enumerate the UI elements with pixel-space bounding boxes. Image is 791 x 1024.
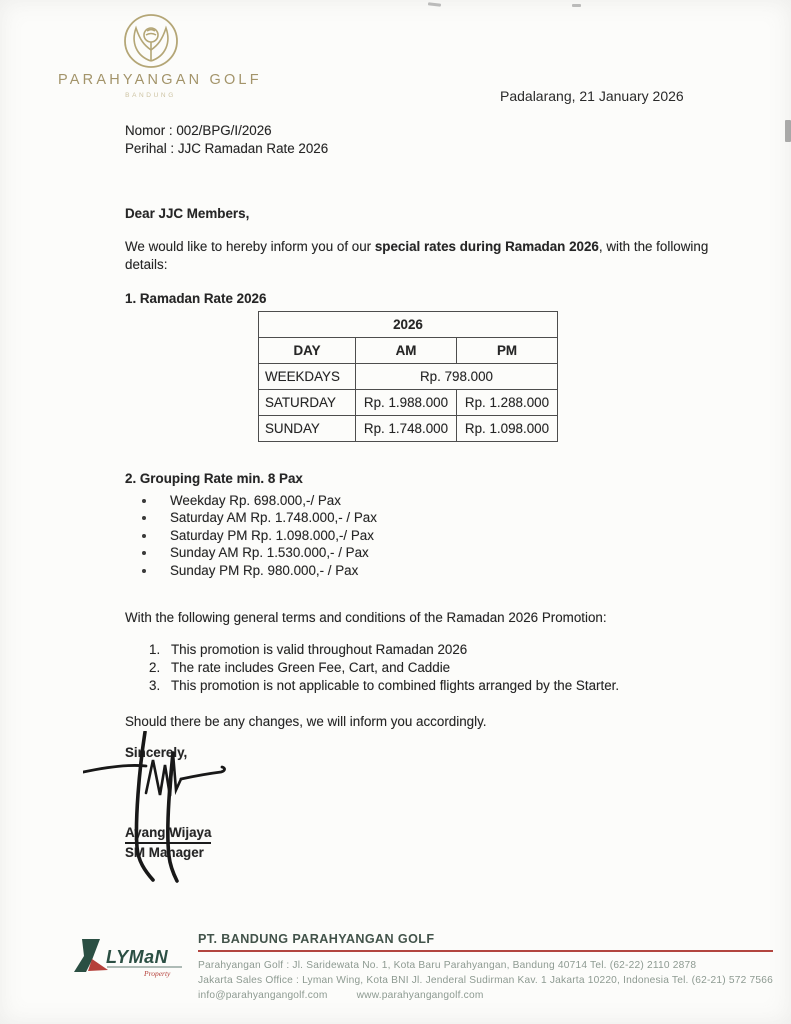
saturday-day-cell: SATURDAY <box>259 390 356 416</box>
list-item-text: Sunday PM Rp. 980.000,- / Pax <box>170 562 359 578</box>
list-item <box>125 659 710 677</box>
letter-date: Padalarang, 21 January 2026 <box>500 88 684 104</box>
footer-company-name: PT. BANDUNG PARAHYANGAN GOLF <box>198 932 435 946</box>
col-am: AM <box>356 338 457 364</box>
list-item-text: Sunday AM Rp. 1.530.000,- / Pax <box>170 545 369 561</box>
term-text: The rate includes Green Fee, Cart, and Caddie <box>171 660 451 676</box>
brand-location: BANDUNG <box>125 92 176 99</box>
footer-info <box>198 928 773 1003</box>
table-row-weekdays <box>259 364 558 390</box>
salutation: Dear JJC Members, <box>125 206 250 221</box>
letter-body <box>125 122 710 861</box>
section2-title: 2. Grouping Rate min. 8 Pax <box>125 471 303 486</box>
scan-artifact <box>572 4 581 7</box>
term-number: 2. <box>149 660 161 676</box>
bullet-icon <box>142 516 146 520</box>
svg-text:LYMaN: LYMaN <box>106 947 169 967</box>
list-item <box>125 527 710 545</box>
intro-paragraph <box>125 238 710 275</box>
list-item <box>125 562 710 580</box>
list-item <box>125 509 710 527</box>
group-rate-list <box>125 492 710 580</box>
year-header-cell: 2026 <box>259 312 558 338</box>
weekdays-day-cell: WEEKDAYS <box>259 364 356 390</box>
terms-intro: With the following general terms and conditions of the Ramadan 2026 Promotion: <box>125 610 607 626</box>
list-item <box>125 677 710 695</box>
golf-lotus-emblem-icon <box>122 12 180 70</box>
sunday-pm-cell: Rp. 1.098.000 <box>457 416 558 442</box>
list-item-text: Saturday AM Rp. 1.748.000,- / Pax <box>170 510 377 526</box>
intro-suffix: , with the following details: <box>125 238 709 272</box>
list-item-text: Weekday Rp. 698.000,-/ Pax <box>170 492 341 508</box>
signer-title: SM Manager <box>125 844 204 860</box>
scan-artifact <box>785 120 791 142</box>
list-item-text: Saturday PM Rp. 1.098.000,-/ Pax <box>170 527 374 543</box>
intro-highlight: special rates during Ramadan 2026 <box>374 238 599 254</box>
signoff: Sincerely, <box>125 745 188 761</box>
rate-table <box>258 311 558 442</box>
signature-block <box>125 824 710 861</box>
letter-subject: Perihal : JJC Ramadan Rate 2026 <box>125 140 329 156</box>
footer <box>70 928 773 1003</box>
list-item <box>125 492 710 510</box>
term-number: 1. <box>149 641 161 657</box>
table-header-row <box>259 338 558 364</box>
letterhead <box>58 12 262 99</box>
list-item <box>125 544 710 562</box>
footer-divider <box>198 950 773 952</box>
footer-contact-row <box>198 989 773 1004</box>
col-day: DAY <box>259 338 356 364</box>
bullet-icon <box>142 551 146 555</box>
terms-list <box>125 641 710 696</box>
letter-meta <box>125 122 710 157</box>
saturday-pm-cell: Rp. 1.288.000 <box>457 390 558 416</box>
footer-address-bandung: Parahyangan Golf : Jl. Saridewata No. 1, Kota Baru Parahyangan, Bandung 40714 Tel. (62-22) 2110 2878 <box>198 960 697 971</box>
sunday-am-cell: Rp. 1.748.000 <box>356 416 457 442</box>
footer-address-jakarta: Jakarta Sales Office : Lyman Wing, Kota BNI Jl. Jenderal Sudirman Kav. 1 Jakarta 10220, Indonesia Tel. (62-21) 572 7566 <box>198 974 773 986</box>
bullet-icon <box>142 569 146 573</box>
saturday-am-cell: Rp. 1.988.000 <box>356 390 457 416</box>
term-number: 3. <box>149 678 161 694</box>
closing-note: Should there be any changes, we will inform you accordingly. <box>125 713 487 729</box>
term-text: This promotion is not applicable to combined flights arranged by the Starter. <box>171 678 620 694</box>
section1-title: 1. Ramadan Rate 2026 <box>125 290 267 306</box>
bullet-icon <box>142 534 146 538</box>
brand-name: PARAHYANGAN GOLF <box>58 72 262 88</box>
lyman-logo-icon <box>70 934 186 982</box>
signer-name: Ayang Wijaya <box>125 825 211 844</box>
letter-number: Nomor : 002/BPG/I/2026 <box>125 123 272 138</box>
weekdays-rate-cell: Rp. 798.000 <box>356 364 558 390</box>
sunday-day-cell: SUNDAY <box>259 416 356 442</box>
table-row-year <box>259 312 558 338</box>
table-row-saturday <box>259 390 558 416</box>
lyman-logo <box>70 928 188 1003</box>
svg-text:Property: Property <box>144 969 171 978</box>
term-text: This promotion is valid throughout Ramadan 2026 <box>171 641 468 657</box>
bullet-icon <box>142 499 146 503</box>
scan-artifact <box>428 2 441 6</box>
footer-email: info@parahyangangolf.com <box>198 989 328 1001</box>
footer-website: www.parahyangangolf.com <box>356 989 484 1001</box>
intro-prefix: We would like to hereby inform you of our <box>125 238 375 254</box>
col-pm: PM <box>457 338 558 364</box>
list-item <box>125 641 710 659</box>
table-row-sunday <box>259 416 558 442</box>
